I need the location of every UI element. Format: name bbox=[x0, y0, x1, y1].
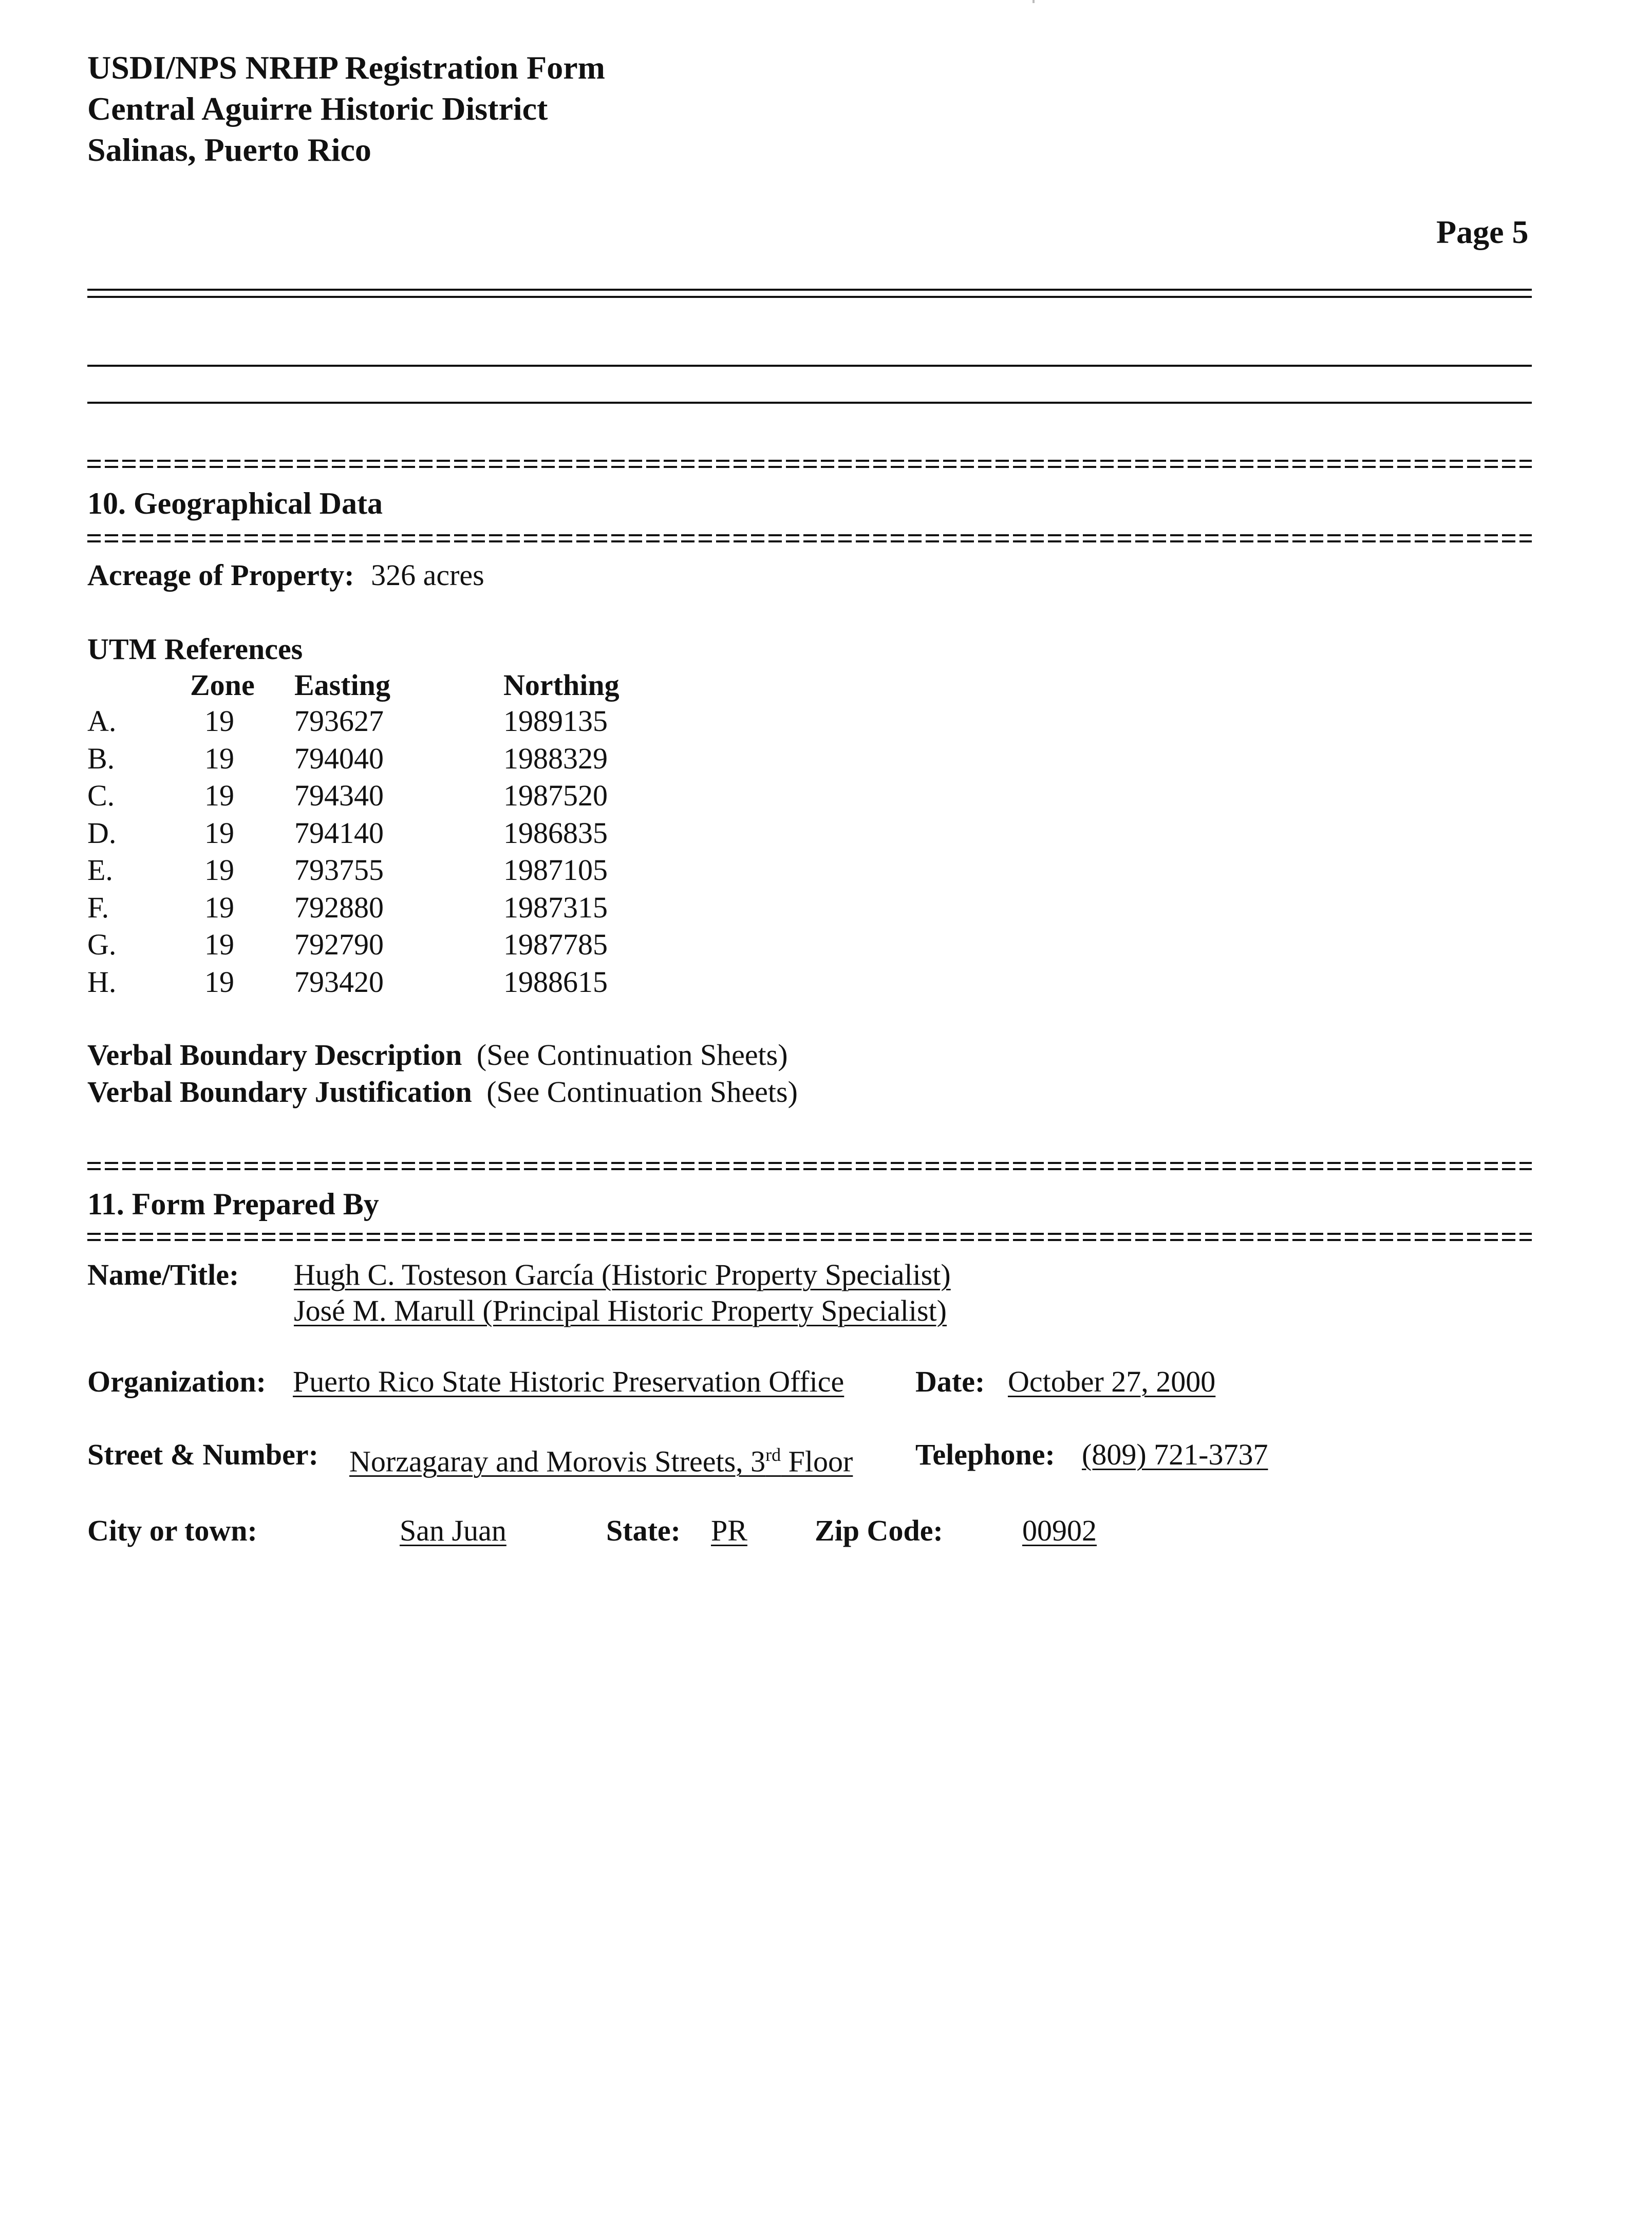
utm-row bbox=[0, 740, 719, 777]
state-label: State: bbox=[606, 1514, 681, 1547]
utm-zone: 19 bbox=[204, 704, 234, 738]
utm-col-easting: Easting bbox=[294, 668, 390, 702]
utm-title: UTM References bbox=[87, 632, 303, 666]
name-title-line1: Hugh C. Tosteson García (Historic Property Specialist) bbox=[294, 1258, 951, 1291]
utm-easting: 794340 bbox=[294, 779, 384, 812]
utm-zone: 19 bbox=[204, 928, 234, 961]
dashed-rule bbox=[87, 1239, 1532, 1241]
utm-row bbox=[0, 815, 719, 852]
dashed-rule bbox=[87, 460, 1532, 462]
verbal-desc-label: Verbal Boundary Description bbox=[87, 1038, 462, 1072]
utm-header-row bbox=[0, 667, 719, 704]
utm-easting: 793755 bbox=[294, 853, 384, 887]
utm-easting: 792790 bbox=[294, 928, 384, 961]
verbal-desc-value: (See Continuation Sheets) bbox=[476, 1038, 788, 1072]
utm-row bbox=[0, 852, 719, 889]
location: Salinas, Puerto Rico bbox=[87, 132, 371, 168]
district-name: Central Aguirre Historic District bbox=[87, 90, 548, 127]
utm-letter: B. bbox=[87, 741, 115, 775]
city-value: San Juan bbox=[400, 1514, 506, 1547]
state-value: PR bbox=[711, 1514, 747, 1547]
blank-rule-1 bbox=[87, 365, 1532, 367]
verbal-just-label: Verbal Boundary Justification bbox=[87, 1075, 472, 1109]
acreage-label: Acreage of Property: bbox=[87, 558, 354, 592]
dashed-rule bbox=[87, 534, 1532, 536]
utm-northing: 1987520 bbox=[503, 779, 608, 812]
utm-zone: 19 bbox=[204, 741, 234, 775]
date-label: Date: bbox=[915, 1365, 985, 1398]
date-value: October 27, 2000 bbox=[1008, 1365, 1216, 1398]
street-value-sup: rd bbox=[765, 1444, 781, 1465]
dashed-rule bbox=[87, 1233, 1532, 1235]
utm-letter: H. bbox=[87, 965, 117, 999]
utm-col-northing: Northing bbox=[503, 668, 620, 702]
verbal-just-row bbox=[87, 1074, 798, 1111]
street-value bbox=[349, 1436, 853, 1480]
section-11-title: 11. Form Prepared By bbox=[87, 1187, 379, 1221]
verbal-desc-row bbox=[87, 1037, 788, 1074]
utm-row bbox=[0, 964, 719, 1001]
utm-easting: 793420 bbox=[294, 965, 384, 999]
street-label: Street & Number: bbox=[87, 1438, 318, 1471]
form-title: USDI/NPS NRHP Registration Form bbox=[87, 49, 605, 86]
telephone-value: (809) 721-3737 bbox=[1082, 1438, 1268, 1471]
telephone-label: Telephone: bbox=[915, 1438, 1055, 1471]
utm-row bbox=[0, 777, 719, 814]
utm-northing: 1986835 bbox=[503, 816, 608, 850]
utm-northing: 1988329 bbox=[503, 741, 608, 775]
utm-letter: G. bbox=[87, 928, 117, 961]
zip-label: Zip Code: bbox=[815, 1514, 943, 1547]
dashed-rule bbox=[87, 1162, 1532, 1164]
utm-zone: 19 bbox=[204, 779, 234, 812]
utm-easting: 794040 bbox=[294, 741, 384, 775]
dashed-rule bbox=[87, 466, 1532, 468]
utm-letter: D. bbox=[87, 816, 117, 850]
utm-northing: 1987315 bbox=[503, 890, 608, 924]
utm-zone: 19 bbox=[204, 890, 234, 924]
city-label: City or town: bbox=[87, 1514, 257, 1547]
organization-value: Puerto Rico State Historic Preservation Office bbox=[293, 1365, 844, 1398]
dashed-rule bbox=[87, 540, 1532, 542]
utm-northing: 1987105 bbox=[503, 853, 608, 887]
utm-easting: 793627 bbox=[294, 704, 384, 738]
utm-zone: 19 bbox=[204, 853, 234, 887]
utm-northing: 1988615 bbox=[503, 965, 608, 999]
utm-letter: F. bbox=[87, 890, 109, 924]
utm-row bbox=[0, 703, 719, 740]
section-10-title: 10. Geographical Data bbox=[87, 486, 383, 520]
acreage-row bbox=[87, 557, 484, 594]
verbal-just-value: (See Continuation Sheets) bbox=[486, 1075, 798, 1109]
utm-row bbox=[0, 926, 719, 963]
utm-col-zone: Zone bbox=[190, 668, 255, 702]
utm-zone: 19 bbox=[204, 965, 234, 999]
zip-value: 00902 bbox=[1022, 1514, 1097, 1547]
utm-northing: 1987785 bbox=[503, 928, 608, 961]
utm-easting: 794140 bbox=[294, 816, 384, 850]
blank-rule-2 bbox=[87, 402, 1532, 404]
utm-letter: A. bbox=[87, 704, 117, 738]
page-number: Page 5 bbox=[1436, 214, 1529, 250]
street-value-main: Norzagaray and Morovis Streets, 3 bbox=[349, 1444, 766, 1478]
utm-easting: 792880 bbox=[294, 890, 384, 924]
street-value-end: Floor bbox=[781, 1444, 853, 1478]
utm-zone: 19 bbox=[204, 816, 234, 850]
utm-letter: E. bbox=[87, 853, 113, 887]
dashed-rule bbox=[87, 1168, 1532, 1170]
utm-letter: C. bbox=[87, 779, 115, 812]
utm-row bbox=[0, 889, 719, 926]
acreage-value: 326 acres bbox=[371, 558, 484, 592]
utm-northing: 1989135 bbox=[503, 704, 608, 738]
header-double-rule bbox=[87, 289, 1532, 298]
name-title-label: Name/Title: bbox=[87, 1258, 239, 1291]
organization-label: Organization: bbox=[87, 1365, 266, 1398]
name-title-line2: José M. Marull (Principal Historic Property Specialist) bbox=[294, 1294, 947, 1327]
scan-speck bbox=[1032, 0, 1035, 3]
